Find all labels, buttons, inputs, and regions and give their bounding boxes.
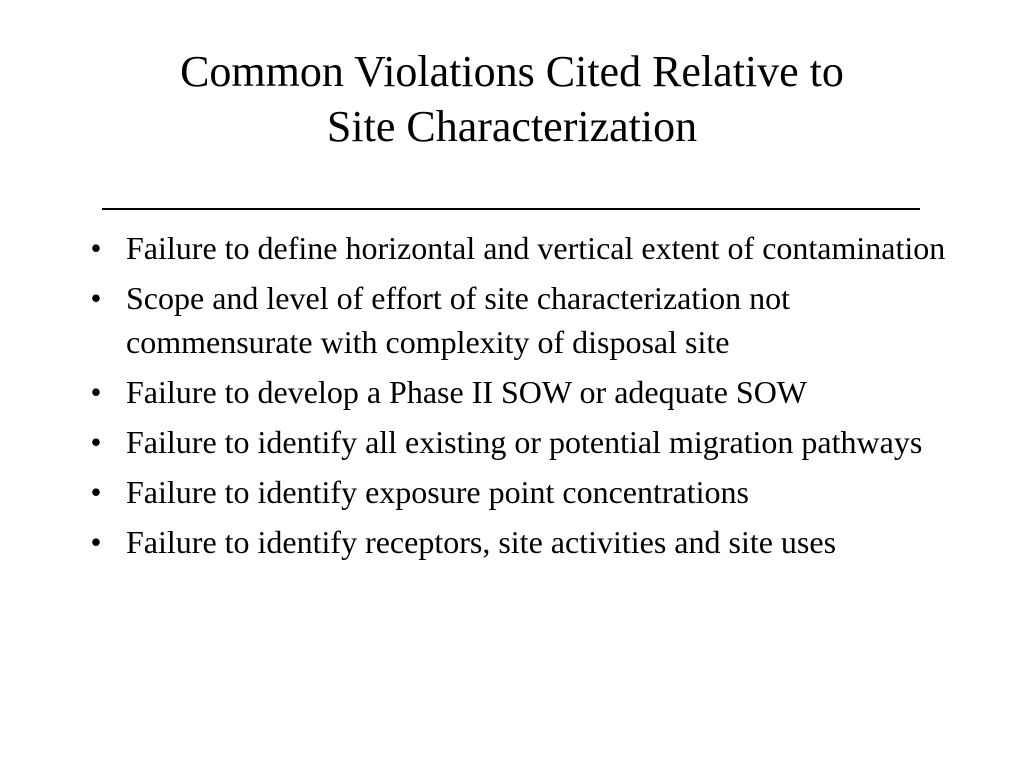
title-line-2: Site Characterization	[326, 102, 698, 151]
bullet-item-1	[86, 226, 966, 270]
bullet-item-4	[86, 420, 966, 464]
title-line-1: Common Violations Cited Relative to	[180, 47, 844, 96]
bullet-item-2	[86, 276, 966, 364]
bullet-icon: •	[90, 280, 102, 316]
bullet-text: Failure to identify exposure point concentrations	[126, 474, 749, 510]
bullet-text: Failure to develop a Phase II SOW or adequate SOW	[126, 374, 807, 410]
bullet-item-3	[86, 370, 966, 414]
bullet-icon: •	[90, 230, 102, 266]
bullet-icon: •	[90, 374, 102, 410]
bullet-icon: •	[90, 524, 102, 560]
bullet-icon: •	[90, 424, 102, 460]
bullet-item-6	[86, 520, 966, 564]
bullet-list	[86, 226, 966, 570]
slide-title	[0, 44, 1024, 154]
bullet-item-5	[86, 470, 966, 514]
bullet-icon: •	[90, 474, 102, 510]
bullet-text: Failure to identify all existing or potential migration pathways	[126, 424, 923, 460]
bullet-text: Failure to define horizontal and vertical extent of contamination	[126, 230, 946, 266]
bullet-text: Scope and level of effort of site characterization not commensurate with complexity of disposal site	[126, 280, 791, 360]
bullet-text: Failure to identify receptors, site activities and site uses	[126, 524, 837, 560]
title-divider	[102, 208, 920, 210]
